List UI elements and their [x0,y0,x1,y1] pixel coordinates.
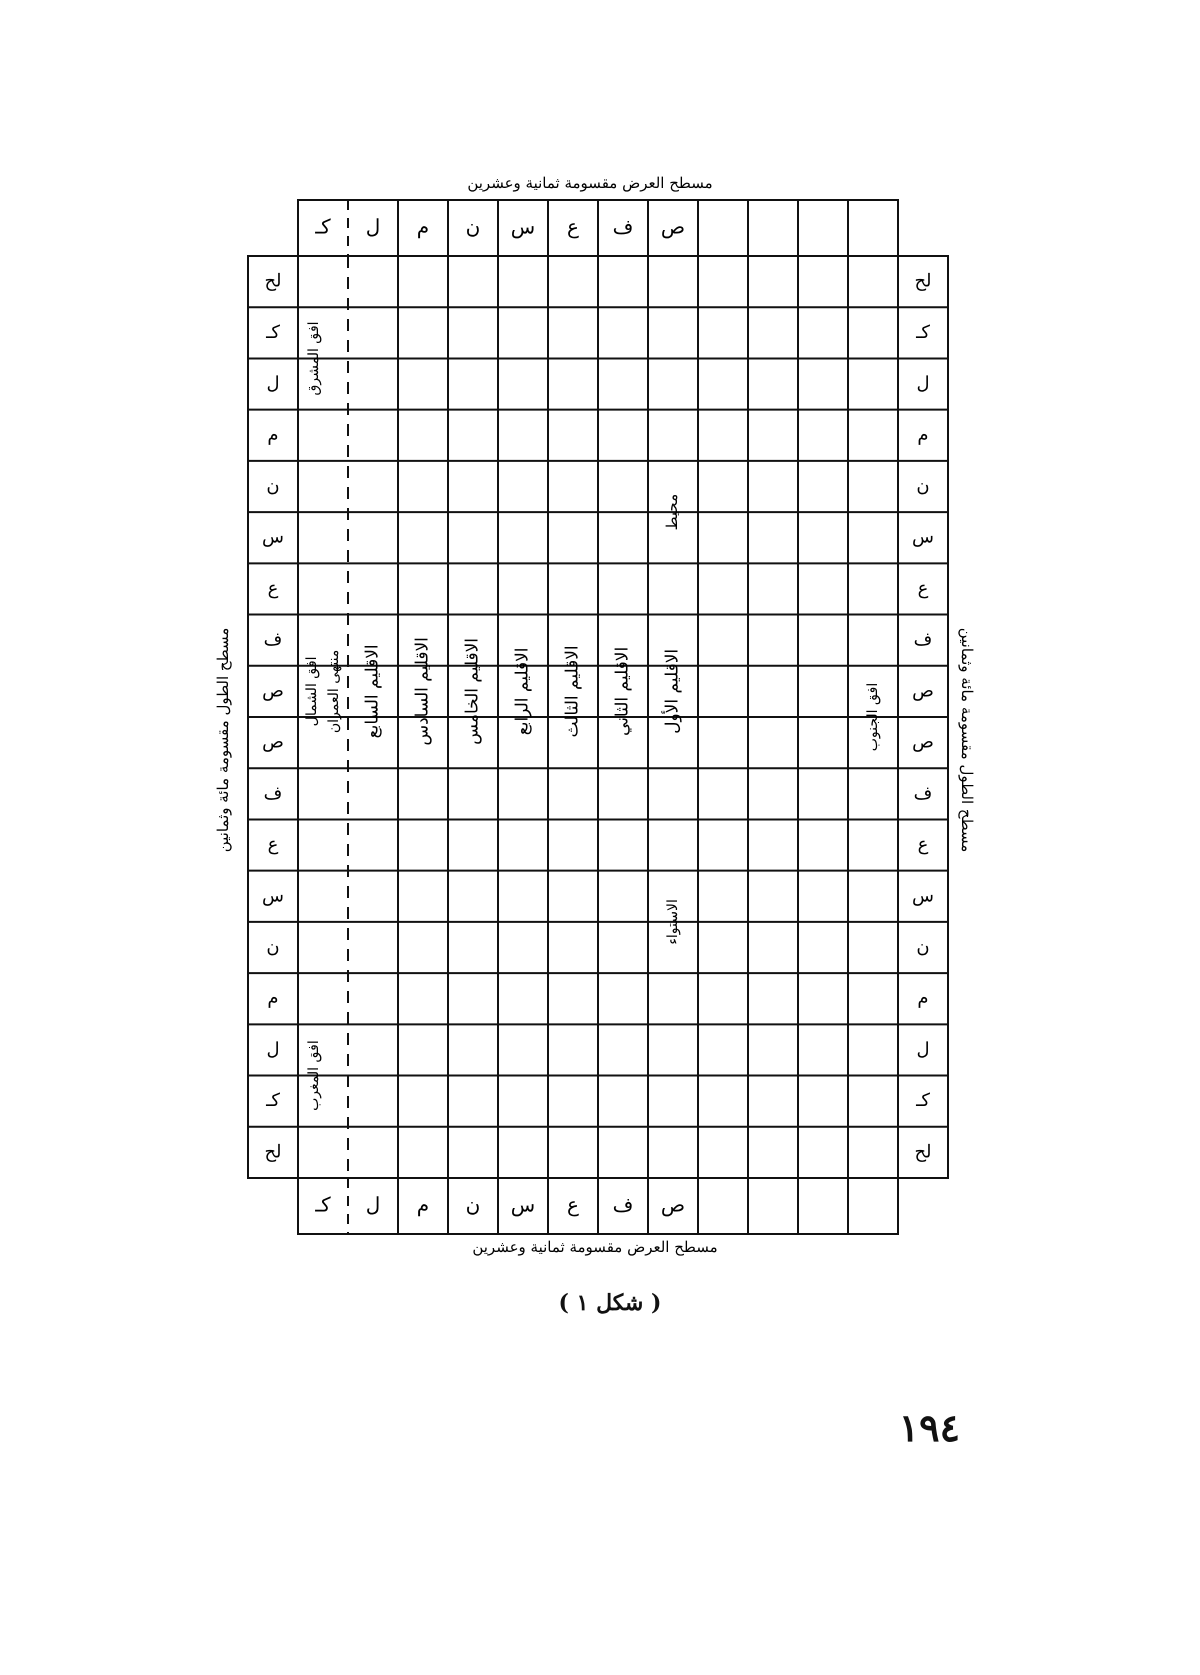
bottom-letter-label: ف [612,1192,634,1217]
left-letter-label: س [262,885,284,907]
bottom-letter-label: ن [465,1192,481,1217]
zone-label: الاقليم الرابع [512,647,533,736]
right-letter-label: ن [916,475,930,497]
north-limit-label: منتهى العمران [326,649,342,734]
left-letter-label: م [267,987,279,1009]
grid-layer [248,200,948,1234]
west-horizon-label: افق المغرب [306,1040,322,1111]
east-horizon-label: افق المشرق [306,321,322,396]
left-letter-label: ع [267,577,279,599]
left-letter-label: م [267,424,279,446]
bottom-letter-label: ل [365,1192,381,1217]
zone-label: الاقليم الخامس [462,637,483,745]
left-letter-label: ع [267,834,279,856]
right-letter-label: س [912,526,934,548]
right-letter-label: كـ [916,1090,930,1112]
right-letter-label: ف [913,782,933,804]
bottom-letter-label: م [416,1192,430,1217]
left-letter-label: لح [264,1141,282,1163]
left-letter-label: ن [266,475,280,497]
right-letter-label: ص [912,731,934,753]
zone-label: الاقليم الثالث [562,645,583,738]
south-horizon-label: افق الجنوب [865,682,881,752]
top-letter-label: ل [365,214,381,239]
left-letter-label: ل [266,1038,280,1060]
top-letter-label: م [416,214,430,239]
right-letter-label: م [917,424,929,446]
north-horizon-label: افق الشمال [304,656,320,727]
top-letter-label: ص [660,214,686,239]
center-mark-label: محيط [663,493,681,531]
zone-label: الاقليم السابع [362,644,383,739]
right-letter-label: ف [913,629,933,651]
left-letter-label: ف [263,629,283,651]
right-letter-label: لح [914,270,932,292]
left-letter-label: ف [263,782,283,804]
right-letter-label: م [917,987,929,1009]
top-letter-label: س [510,214,536,239]
figure-caption: ( شكل ١ ) [558,1290,662,1316]
equator-label: الاستواء [665,899,681,945]
zone-label: الاقليم الثاني [612,646,633,736]
left-letter-label: ن [266,936,280,958]
right-letter-label: ل [916,373,930,395]
left-letter-label: س [262,526,284,548]
left-title: مسطح الطول مقسومة مائة وثمانين [214,627,232,853]
right-letter-label: ص [912,680,934,702]
bottom-title: مسطح العرض مقسومة ثمانية وعشرين [472,1238,718,1256]
page-number: ١٩٤ [898,1405,960,1450]
bottom-letter-label: س [510,1192,536,1217]
bottom-letter-label: كـ [315,1192,331,1217]
left-letter-label: لح [264,270,282,292]
top-title: مسطح العرض مقسومة ثمانية وعشرين [467,174,713,192]
right-title: مسطح الطول مقسومة مائة وثمانين [958,627,976,853]
right-letter-label: س [912,885,934,907]
top-letter-label: ن [465,214,481,239]
right-letter-label: ل [916,1038,930,1060]
bottom-letter-label: ص [660,1192,686,1217]
zone-label: الاقليم الأول [662,648,683,734]
right-letter-label: ع [917,834,929,856]
right-letter-label: كـ [916,321,930,343]
left-letter-label: ص [262,731,284,753]
zone-label: الاقليم السادس [412,637,433,746]
bottom-letter-label: ع [567,1192,579,1217]
left-letter-label: ص [262,680,284,702]
right-letter-label: لح [914,1141,932,1163]
left-letter-label: كـ [266,321,280,343]
left-letter-label: كـ [266,1090,280,1112]
right-letter-label: ع [917,577,929,599]
top-letter-label: ف [612,214,634,239]
left-letter-label: ل [266,373,280,395]
top-letter-label: كـ [315,214,331,239]
right-letter-label: ن [916,936,930,958]
top-letter-label: ع [567,214,579,239]
